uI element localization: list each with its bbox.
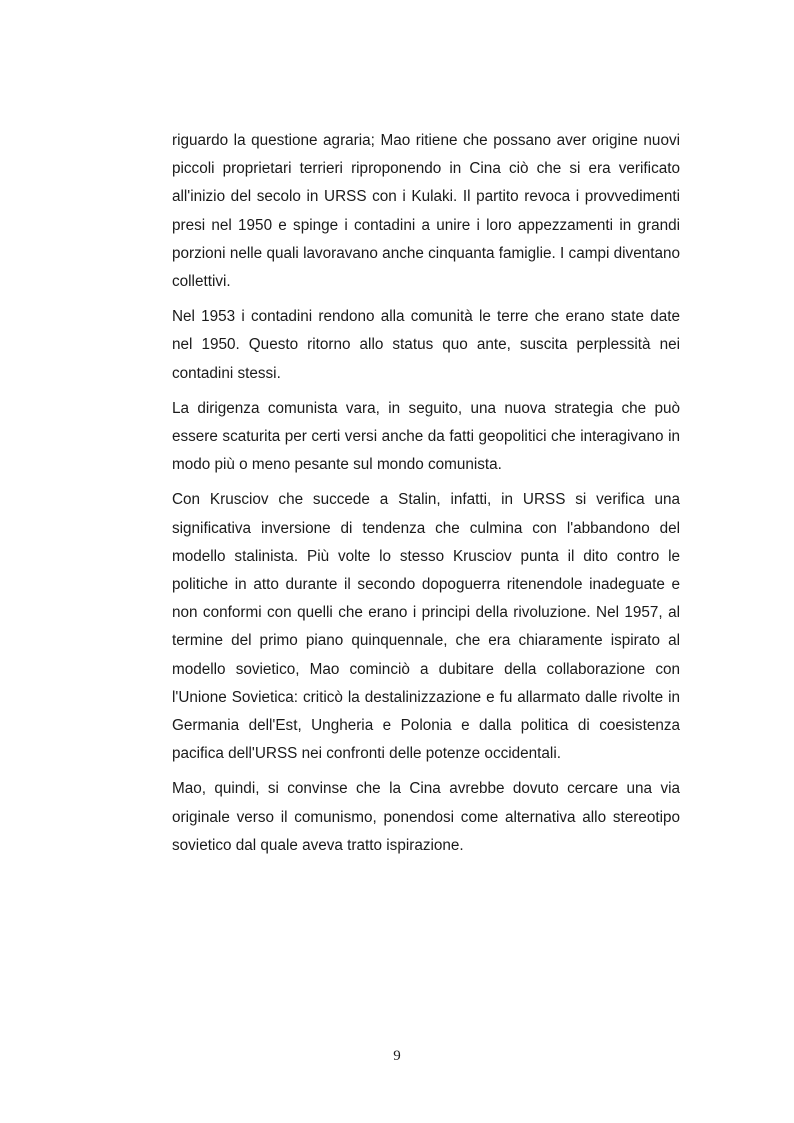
paragraph-3: La dirigenza comunista vara, in seguito, una nuova strategia che può essere scaturita per certi versi anche da fatti geopolitici che interagivano in modo più o meno pesante sul mondo comunista. — [172, 399, 680, 474]
body-text — [172, 127, 680, 867]
page-number: 9 — [393, 1048, 401, 1064]
paragraph-1: riguardo la questione agraria; Mao ritiene che possano aver origine nuovi piccoli proprietari terrieri riproponendo in Cina ciò che si era verificato all'inizio del secolo in URSS con i Kulaki. Il partito revoca i provvedimenti presi nel 1950 e spinge i contadini a unire i loro appezzamenti in grandi porzioni nelle quali lavoravano anche cinquanta famiglie. I campi diventano collettivi. — [172, 132, 680, 291]
paragraph-5: Mao, quindi, si convinse che la Cina avrebbe dovuto cercare una via originale verso il comunismo, ponendosi come alternativa allo stereotipo sovietico dal quale aveva tratto ispirazione. — [172, 780, 680, 854]
paragraph-2: Nel 1953 i contadini rendono alla comunità le terre che erano state date nel 1950. Questo ritorno allo status quo ante, suscita perplessità nei contadini stessi. — [172, 308, 680, 382]
paragraph-4: Con Krusciov che succede a Stalin, infatti, in URSS si verifica una significativa inversione di tendenza che culmina con l'abbandono del modello stalinista. Più volte lo stesso Krusciov punta il dito contro le politiche in atto durante il secondo dopoguerra ritenendole inadeguate e non conformi con quelli che erano i principi della rivoluzione. Nel 1957, al termine del primo piano quinquennale, che era chiaramente ispirato al modello sovietico, Mao cominciò a dubitare della collaborazione con l'Unione Sovietica: criticò la destalinizzazione e fu allarmato dalle rivolte in Germania dell'Est, Ungheria e Polonia e dalla politica di coesistenza pacifica dell'URSS nei confronti delle potenze occidentali. — [172, 491, 680, 763]
